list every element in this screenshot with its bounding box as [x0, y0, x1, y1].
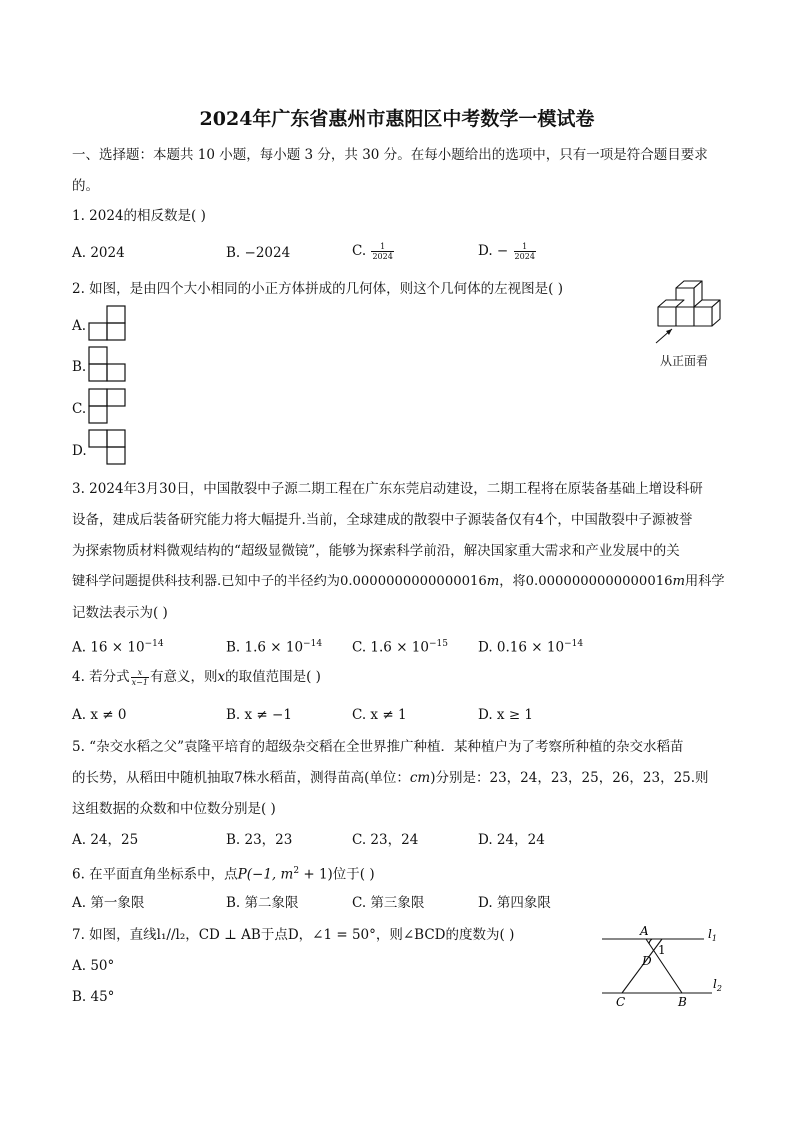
- q4-option-d: D. x ≥ 1: [478, 707, 534, 723]
- q6-exponent: 2: [293, 866, 300, 876]
- q4-fraction-numerator: x: [131, 668, 149, 678]
- label-l1-letter: l: [708, 927, 712, 941]
- q3-line4-a: 键科学问题提供科技利器.已知中子的半径约为0.0000000000000016: [72, 574, 487, 589]
- q1-option-c-denominator: 2024: [372, 252, 393, 261]
- q4-stem-a: 4. 若分式: [72, 669, 130, 685]
- angle-1-arc: [649, 939, 652, 944]
- q2-option-b: B.: [72, 359, 87, 375]
- q6-stem-a: 6. 在平面直角坐标系中，点: [72, 866, 238, 883]
- q3-line3: 为探索物质材料微观结构的“超级显微镜”，能够为探索科学前沿，解决国家重大需求和产业发展中的关: [72, 543, 680, 559]
- q5-option-a: A. 24，25: [72, 832, 139, 848]
- q1-option-c-numerator: 1: [371, 242, 393, 252]
- q6-stem: [72, 862, 375, 884]
- q1-option-c-fraction: [371, 242, 393, 261]
- q3-line4: [72, 573, 725, 591]
- q1-option-d-fraction: [514, 242, 536, 261]
- q7-stem: 7. 如图，直线l₁//l₂，CD ⊥ AB于点D，∠1 = 50°，则∠BCD的度数为( ): [72, 927, 515, 943]
- q2c-square: [107, 389, 125, 406]
- q3-line4-b: ，将0.0000000000000016: [499, 574, 673, 589]
- q3-option-a-base: A. 16 × 10: [72, 639, 145, 656]
- q2d-square: [107, 447, 125, 464]
- q3-option-b-base: B. 1.6 × 10: [226, 639, 304, 656]
- q4-option-c: C. x ≠ 1: [352, 707, 407, 723]
- q2a-square: [107, 323, 125, 340]
- q3-line5: 记数法表示为( ): [72, 605, 168, 621]
- q6-option-c: C. 第三象限: [352, 895, 425, 911]
- label-b: B: [678, 995, 687, 1009]
- q3-option-b-exponent: −14: [303, 639, 323, 649]
- q2-option-a: A.: [72, 318, 87, 334]
- q2a-square: [107, 306, 125, 323]
- q3-option-d-exponent: −14: [564, 639, 584, 649]
- q2d-square: [89, 430, 107, 447]
- q1-option-b: B. −2024: [226, 245, 291, 261]
- page-title: 2024年广东省惠州市惠阳区中考数学一模试卷: [199, 108, 595, 130]
- q1-option-d-denominator: 2024: [514, 252, 535, 261]
- label-angle-1: 1: [658, 943, 666, 957]
- q3-option-d: [478, 635, 583, 657]
- q6-point-b: + 1): [299, 866, 333, 883]
- q5-unit-cm: cm: [409, 770, 431, 786]
- q3-option-c: [352, 635, 448, 657]
- q2-option-b-view: [88, 346, 128, 384]
- q7-geometry-figure: [600, 922, 730, 1012]
- q2-option-d: D.: [72, 443, 87, 459]
- q4-stem-c: 的取值范围是( ): [225, 669, 321, 685]
- q2b-square: [107, 364, 125, 381]
- q3-option-d-base: D. 0.16 × 10: [478, 639, 565, 656]
- q2-option-d-view: [88, 429, 128, 467]
- q6-option-a: A. 第一象限: [72, 895, 145, 911]
- q6-stem-b: 位于( ): [332, 866, 375, 883]
- q3-line4-c: 用科学: [685, 574, 725, 589]
- q5-line2-a: 的长势，从稻田中随机抽取7株水稻苗，测得苗高(单位：: [72, 770, 410, 786]
- label-l2-letter: l: [713, 977, 717, 991]
- q4-fraction: [131, 668, 149, 687]
- q3-line2: 设备，建成后装备研究能力将大幅提升.当前，全球建成的散裂中子源装备仅有4个，中国散裂中子源被誉: [72, 512, 693, 528]
- label-c: C: [616, 995, 626, 1009]
- q1-option-c-label: C.: [352, 243, 367, 259]
- q1-option-d-label: D. −: [478, 243, 509, 259]
- q6-option-b: B. 第二象限: [226, 895, 299, 911]
- q3-option-c-base: C. 1.6 × 10: [352, 639, 429, 656]
- q4-option-b: B. x ≠ −1: [226, 707, 292, 723]
- label-d: D: [642, 954, 652, 968]
- label-l1-sub: 1: [711, 934, 717, 943]
- cube-front-face: [676, 307, 694, 326]
- label-a: A: [640, 924, 649, 938]
- q1-option-d-numerator: 1: [514, 242, 536, 252]
- q1-option-c: [352, 242, 395, 261]
- q3-option-a-exponent: −14: [144, 639, 164, 649]
- q5-line3: 这组数据的众数和中位数分别是( ): [72, 801, 276, 817]
- q4-option-a: A. x ≠ 0: [72, 707, 127, 723]
- q5-option-b: B. 23，23: [226, 832, 293, 848]
- q4-fraction-denominator: x−1: [131, 678, 148, 687]
- q6-point: P(−1, m: [237, 866, 294, 883]
- q2-option-c: C.: [72, 401, 87, 417]
- q4-stem: [72, 668, 321, 687]
- label-l2-sub: 2: [716, 984, 722, 993]
- q5-option-c: C. 23，24: [352, 832, 419, 848]
- q1-stem: 1. 2024的相反数是( ): [72, 208, 206, 224]
- q5-line2: [72, 769, 709, 787]
- q2a-square: [89, 323, 107, 340]
- q3-option-a: [72, 635, 164, 657]
- q2-option-c-view: [88, 388, 128, 426]
- q2-stem: 2. 如图，是由四个大小相同的小正方体拼成的几何体，则这个几何体的左视图是( ): [72, 281, 563, 297]
- q2-figure-caption: 从正面看: [660, 354, 709, 368]
- q6-option-d: D. 第四象限: [478, 895, 551, 911]
- q3-option-b: [226, 635, 322, 657]
- q7-option-b: B. 45°: [72, 989, 115, 1005]
- label-l1: [708, 927, 717, 943]
- cube-front-face: [694, 307, 712, 326]
- q3-unit-m: m: [672, 574, 686, 589]
- q2b-square: [89, 347, 107, 364]
- q2-option-a-view: [88, 305, 128, 343]
- q5-option-d: D. 24，24: [478, 832, 545, 848]
- q3-unit-m: m: [486, 574, 500, 589]
- q4-variable: x: [217, 669, 226, 685]
- q2b-square: [89, 364, 107, 381]
- cube-front-face: [658, 307, 676, 326]
- label-l2: [713, 977, 722, 993]
- q3-option-c-exponent: −15: [428, 639, 448, 649]
- section-instruction-line2: 的。: [72, 178, 99, 194]
- q2d-square: [107, 430, 125, 447]
- q5-line2-b: )分别是：23，24，23，25，26，23，25.则: [430, 770, 709, 786]
- q2-cube-figure: [652, 280, 727, 350]
- section-instruction-line1: 一、选择题：本题共 10 小题，每小题 3 分，共 30 分。在每小题给出的选项中，只有一项是符合题目要求: [72, 147, 708, 163]
- q1-option-a: A. 2024: [72, 245, 125, 261]
- q3-line1: 3. 2024年3月30日，中国散裂中子源二期工程在广东东莞启动建设，二期工程将在原装备基础上增设科研: [72, 481, 703, 497]
- q2c-square: [89, 389, 107, 406]
- q5-line1: 5. “杂交水稻之父”袁隆平培育的超级杂交稻在全世界推广种植．某种植户为了考察所种植的杂交水稻苗: [72, 739, 684, 755]
- q2c-square: [89, 406, 107, 423]
- q4-stem-b: 有意义，则: [149, 669, 218, 685]
- q1-option-d: [478, 242, 537, 261]
- q7-option-a: A. 50°: [72, 958, 115, 974]
